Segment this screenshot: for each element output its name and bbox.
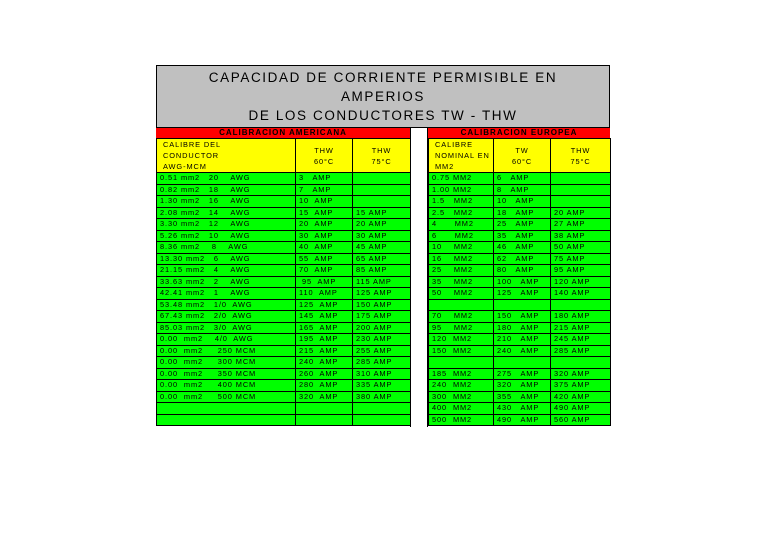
european-cell: 375 AMP: [551, 380, 611, 392]
american-cell: 0.00 mm2 300 MCM: [157, 357, 296, 369]
american-cell: 195 AMP: [296, 334, 353, 346]
american-cell: 110 AMP: [296, 288, 353, 300]
european-cell: 125 AMP: [494, 288, 551, 300]
table-row: [429, 230, 611, 242]
american-cell: 7 AMP: [296, 184, 353, 196]
american-section-header: CALIBRACION AMERICANA: [156, 128, 410, 138]
american-cell: 230 AMP: [353, 334, 411, 346]
table-row: [429, 380, 611, 392]
european-column-header: TW 60°C: [494, 139, 551, 173]
european-section-header: CALIBRACION EUROPEA: [428, 128, 610, 138]
european-cell: 240 AMP: [494, 345, 551, 357]
american-column-header: THW 60°C: [296, 139, 353, 173]
european-cell: 150 AMP: [494, 311, 551, 323]
european-cell: [551, 299, 611, 311]
european-cell: [429, 357, 494, 369]
american-cell: 145 AMP: [296, 311, 353, 323]
american-cell: 3 AMP: [296, 173, 353, 185]
title-line-2: AMPERIOS: [340, 89, 426, 104]
table-row: [157, 276, 411, 288]
american-cell: [296, 414, 353, 426]
european-cell: 50 AMP: [551, 242, 611, 254]
european-cell: 16 MM2: [429, 253, 494, 265]
american-cell: 0.51 mm2 20 AWG: [157, 173, 296, 185]
american-cell: [353, 403, 411, 415]
table-row: [157, 253, 411, 265]
american-column-header: CALIBRE DEL CONDUCTOR AWG-MCM: [157, 139, 296, 173]
table-row: [157, 196, 411, 208]
american-cell: 150 AMP: [353, 299, 411, 311]
european-cell: 490 AMP: [494, 414, 551, 426]
european-cell: 320 AMP: [494, 380, 551, 392]
european-cell: 6 MM2: [429, 230, 494, 242]
table-row: [157, 391, 411, 403]
american-cell: 310 AMP: [353, 368, 411, 380]
european-cell: 0.75 MM2: [429, 173, 494, 185]
european-cell: 215 AMP: [551, 322, 611, 334]
american-cell: 2.08 mm2 14 AWG: [157, 207, 296, 219]
table-row: [157, 403, 411, 415]
european-cell: 430 AMP: [494, 403, 551, 415]
american-cell: 70 AMP: [296, 265, 353, 277]
table-row: [157, 288, 411, 300]
table-row: [429, 173, 611, 185]
european-cell: 420 AMP: [551, 391, 611, 403]
european-cell: [551, 184, 611, 196]
european-cell: [494, 357, 551, 369]
table-row: [429, 357, 611, 369]
european-cell: 180 AMP: [551, 311, 611, 323]
american-cell: 200 AMP: [353, 322, 411, 334]
ampacity-sheet: [156, 65, 610, 427]
american-cell: 45 AMP: [353, 242, 411, 254]
table-row: [429, 184, 611, 196]
european-cell: 10 MM2: [429, 242, 494, 254]
american-cell: 285 AMP: [353, 357, 411, 369]
european-cell: 240 MM2: [429, 380, 494, 392]
american-cell: [157, 403, 296, 415]
european-cell: 140 AMP: [551, 288, 611, 300]
european-cell: 150 MM2: [429, 345, 494, 357]
american-cell: [353, 173, 411, 185]
table-row: [157, 345, 411, 357]
european-cell: 500 MM2: [429, 414, 494, 426]
american-cell: 20 AMP: [353, 219, 411, 231]
table-row: [157, 219, 411, 231]
american-cell: 335 AMP: [353, 380, 411, 392]
american-cell: 95 AMP: [296, 276, 353, 288]
american-cell: 125 AMP: [353, 288, 411, 300]
table-row: [429, 414, 611, 426]
american-cell: 10 AMP: [296, 196, 353, 208]
european-cell: 27 AMP: [551, 219, 611, 231]
american-cell: 380 AMP: [353, 391, 411, 403]
table-row: [429, 345, 611, 357]
table-row: [157, 414, 411, 426]
american-cell: 13.30 mm2 6 AWG: [157, 253, 296, 265]
european-cell: 320 AMP: [551, 368, 611, 380]
american-cell: 0.00 mm2 500 MCM: [157, 391, 296, 403]
american-cell: 30 AMP: [353, 230, 411, 242]
table-row: [157, 334, 411, 346]
american-cell: 15 AMP: [296, 207, 353, 219]
table-row: [429, 403, 611, 415]
european-cell: 185 MM2: [429, 368, 494, 380]
american-cell: [296, 403, 353, 415]
table-row: [157, 230, 411, 242]
european-cell: 560 AMP: [551, 414, 611, 426]
european-cell: 20 AMP: [551, 207, 611, 219]
european-cell: 46 AMP: [494, 242, 551, 254]
table-row: [157, 357, 411, 369]
american-cell: 0.82 mm2 18 AWG: [157, 184, 296, 196]
table-row: [157, 322, 411, 334]
european-cell: 25 AMP: [494, 219, 551, 231]
table-row: [157, 368, 411, 380]
american-cell: 260 AMP: [296, 368, 353, 380]
table-row: [429, 253, 611, 265]
table-row: [157, 184, 411, 196]
european-cell: 1.00 MM2: [429, 184, 494, 196]
european-cell: 4 MM2: [429, 219, 494, 231]
european-cell: 210 AMP: [494, 334, 551, 346]
european-cell: [551, 357, 611, 369]
american-cell: 1.30 mm2 16 AWG: [157, 196, 296, 208]
american-cell: 0.00 mm2 250 MCM: [157, 345, 296, 357]
european-cell: 8 AMP: [494, 184, 551, 196]
table-row: [429, 207, 611, 219]
european-cell: 18 AMP: [494, 207, 551, 219]
european-cell: [429, 299, 494, 311]
european-cell: 38 AMP: [551, 230, 611, 242]
american-cell: 40 AMP: [296, 242, 353, 254]
american-cell: 3.30 mm2 12 AWG: [157, 219, 296, 231]
table-row: [429, 391, 611, 403]
european-column-header-row: [429, 139, 611, 173]
american-cell: 55 AMP: [296, 253, 353, 265]
american-cell: 0.00 mm2 400 MCM: [157, 380, 296, 392]
american-cell: 20 AMP: [296, 219, 353, 231]
american-table: [156, 138, 411, 426]
european-cell: 285 AMP: [551, 345, 611, 357]
american-cell: 42.41 mm2 1 AWG: [157, 288, 296, 300]
american-cell: 65 AMP: [353, 253, 411, 265]
table-row: [157, 380, 411, 392]
american-cell: [157, 414, 296, 426]
european-cell: 245 AMP: [551, 334, 611, 346]
american-cell: [353, 414, 411, 426]
european-cell: [494, 299, 551, 311]
european-cell: [551, 196, 611, 208]
column-gap: [410, 128, 428, 427]
european-cell: 120 AMP: [551, 276, 611, 288]
european-cell: 25 MM2: [429, 265, 494, 277]
page-title: [156, 65, 610, 128]
american-cell: 30 AMP: [296, 230, 353, 242]
american-cell: 215 AMP: [296, 345, 353, 357]
table-row: [429, 196, 611, 208]
table-row: [157, 207, 411, 219]
american-cell: 255 AMP: [353, 345, 411, 357]
american-cell: 320 AMP: [296, 391, 353, 403]
american-cell: 5.26 mm2 10 AWG: [157, 230, 296, 242]
european-table: [428, 138, 611, 426]
american-cell: 0.00 mm2 4/0 AWG: [157, 334, 296, 346]
european-cell: 80 AMP: [494, 265, 551, 277]
title-line-3: DE LOS CONDUCTORES TW - THW: [248, 108, 518, 123]
american-cell: 85 AMP: [353, 265, 411, 277]
european-cell: 95 MM2: [429, 322, 494, 334]
european-cell: 62 AMP: [494, 253, 551, 265]
american-cell: 165 AMP: [296, 322, 353, 334]
european-cell: [551, 173, 611, 185]
european-cell: 2.5 MM2: [429, 207, 494, 219]
table-row: [157, 265, 411, 277]
american-cell: [353, 184, 411, 196]
table-row: [429, 288, 611, 300]
table-row: [429, 265, 611, 277]
american-cell: 15 AMP: [353, 207, 411, 219]
table-row: [429, 219, 611, 231]
table-row: [157, 173, 411, 185]
american-cell: 21.15 mm2 4 AWG: [157, 265, 296, 277]
european-cell: 70 MM2: [429, 311, 494, 323]
american-cell: 85.03 mm2 3/0 AWG: [157, 322, 296, 334]
american-column-header-row: [157, 139, 411, 173]
european-cell: 10 AMP: [494, 196, 551, 208]
american-cell: 53.48 mm2 1/0 AWG: [157, 299, 296, 311]
european-cell: 95 AMP: [551, 265, 611, 277]
european-cell: 50 MM2: [429, 288, 494, 300]
american-cell: [353, 196, 411, 208]
european-cell: 120 MM2: [429, 334, 494, 346]
european-cell: 355 AMP: [494, 391, 551, 403]
title-line-1: CAPACIDAD DE CORRIENTE PERMISIBLE EN: [208, 70, 558, 85]
european-cell: 1.5 MM2: [429, 196, 494, 208]
european-cell: 180 AMP: [494, 322, 551, 334]
american-cell: 280 AMP: [296, 380, 353, 392]
european-cell: 35 AMP: [494, 230, 551, 242]
american-cell: 67.43 mm2 2/0 AWG: [157, 311, 296, 323]
table-row: [157, 242, 411, 254]
table-row: [157, 299, 411, 311]
european-cell: 75 AMP: [551, 253, 611, 265]
table-row: [429, 322, 611, 334]
table-row: [429, 299, 611, 311]
european-cell: 6 AMP: [494, 173, 551, 185]
american-cell: 175 AMP: [353, 311, 411, 323]
table-row: [429, 334, 611, 346]
american-cell: 115 AMP: [353, 276, 411, 288]
european-cell: 300 MM2: [429, 391, 494, 403]
european-cell: 490 AMP: [551, 403, 611, 415]
table-row: [429, 276, 611, 288]
european-cell: 400 MM2: [429, 403, 494, 415]
american-cell: 240 AMP: [296, 357, 353, 369]
american-cell: 33.63 mm2 2 AWG: [157, 276, 296, 288]
table-row: [429, 368, 611, 380]
european-column-header: CALIBRE NOMINAL EN MM2: [429, 139, 494, 173]
american-cell: 8.36 mm2 8 AWG: [157, 242, 296, 254]
american-cell: 125 AMP: [296, 299, 353, 311]
american-column-header: THW 75°C: [353, 139, 411, 173]
european-cell: 100 AMP: [494, 276, 551, 288]
european-cell: 275 AMP: [494, 368, 551, 380]
table-row: [429, 242, 611, 254]
european-cell: 35 MM2: [429, 276, 494, 288]
table-row: [429, 311, 611, 323]
american-cell: 0.00 mm2 350 MCM: [157, 368, 296, 380]
table-row: [157, 311, 411, 323]
european-column-header: THW 75°C: [551, 139, 611, 173]
